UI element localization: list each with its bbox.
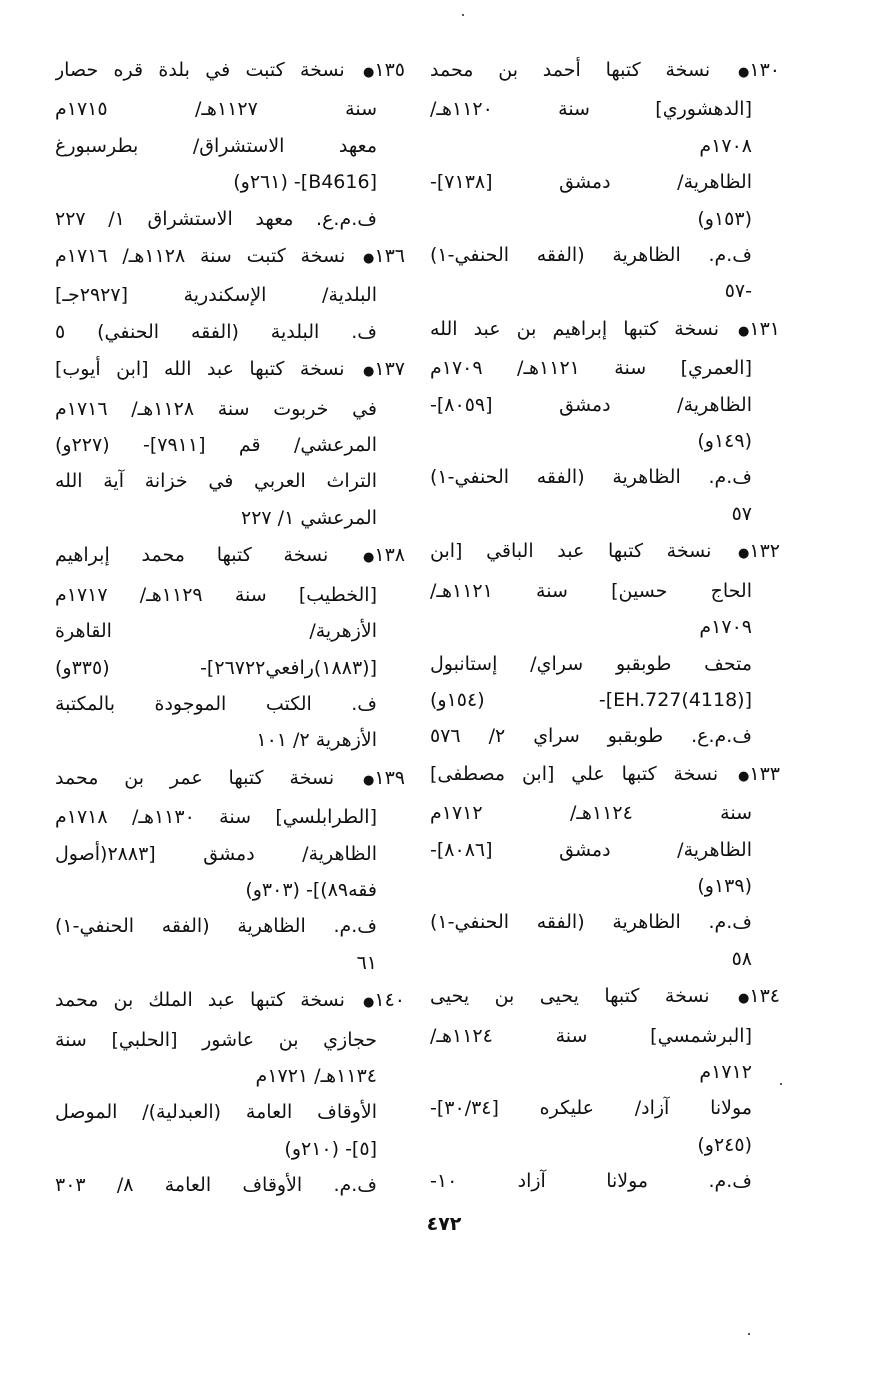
- entry-line: ف.م.ع. معهد الاستشراق ١/ ٢٢٧: [55, 207, 377, 230]
- entry-line-text: نسخة كتبها يحيى بن يحيى: [430, 985, 710, 1008]
- scan-speck: [462, 14, 464, 16]
- entry-line-text: نسخة كتبت سنة ١١٢٨هـ/ ١٧١٦م: [55, 245, 346, 268]
- entry-number: ١٤٠: [374, 989, 405, 1012]
- left-column: [55, 52, 405, 1205]
- entry-first-line: [55, 238, 405, 277]
- entry-number: ١٣٤: [749, 985, 780, 1008]
- entry-line: ف.م. الظاهرية (الفقه الحنفي-١): [430, 244, 752, 267]
- entry-number: ١٣٥: [374, 59, 405, 81]
- entry-line-text: نسخة كتبها محمد إبراهيم: [55, 544, 329, 567]
- entry-line: الحاج حسين] سنة ١١٢١هـ/: [430, 579, 752, 602]
- entry-line: [(١٨٨٣)رافعي٢٦٧٢٢]- (٣٣٥و): [55, 656, 377, 679]
- entry-number: ١٣٩: [374, 766, 405, 789]
- entry-line: في خربوت سنة ١١٢٨هـ/ ١٧١٦م: [55, 397, 377, 420]
- catalog-entry: [55, 238, 405, 350]
- entry-line: مولانا آزاد/ عليكره [٣٠/٣٤]-: [430, 1097, 752, 1120]
- entry-line: سنة ١١٢٧هـ/ ١٧١٥م: [55, 98, 377, 121]
- entry-first-line: [55, 982, 405, 1021]
- entry-line: فقه٨٩)]- (٣٠٣و): [245, 878, 377, 901]
- entry-number: ١٣٧: [374, 358, 405, 381]
- entry-line: [العمري] سنة ١١٢١هـ/ ١٧٠٩م: [430, 357, 752, 380]
- entry-number: ١٣١: [749, 317, 780, 340]
- catalog-entry: [430, 533, 780, 754]
- scan-speck: [748, 1333, 750, 1335]
- entry-line: الظاهرية/ دمشق [٨٠٨٦]-: [430, 838, 752, 861]
- entry-first-line: [55, 537, 405, 576]
- entry-line-text: نسخة كتبها إبراهيم بن عبد الله: [430, 317, 719, 340]
- entry-line: ف.م. الظاهرية (الفقه الحنفي-١): [430, 911, 752, 934]
- entry-line: ف. البلدية (الفقه الحنفي) ٥: [55, 320, 377, 343]
- entry-first-line: [430, 533, 780, 572]
- bullet-icon: ●: [363, 995, 375, 1011]
- entry-line: (١٣٩و): [697, 874, 752, 897]
- entry-line: -٥٧: [724, 280, 752, 303]
- bullet-icon: ●: [738, 546, 750, 562]
- entry-line-text: نسخة كتبها عبد الملك بن محمد: [55, 989, 345, 1012]
- bullet-icon: ●: [363, 251, 375, 267]
- entry-line: حجازي بن عاشور [الحلبي] سنة: [55, 1028, 377, 1051]
- entry-line: ١٧٠٨م: [699, 134, 752, 157]
- entry-line-text: نسخة كتبها علي [ابن مصطفى]: [430, 762, 719, 785]
- entry-line: ف.م. مولانا آزاد ١٠-: [430, 1170, 752, 1193]
- entry-number: ١٣٨: [374, 544, 405, 567]
- entry-line: [B4616]- (٢٦١و): [233, 171, 377, 194]
- entry-line: [الطرابلسي] سنة ١١٣٠هـ/ ١٧١٨م: [55, 806, 377, 829]
- entry-line: الظاهرية/ دمشق [٨٠٥٩]-: [430, 393, 752, 416]
- bullet-icon: ●: [738, 323, 750, 339]
- bullet-icon: ●: [363, 550, 375, 566]
- entry-line-text: نسخة كتبت في بلدة قره حصار: [55, 59, 345, 81]
- entry-line: ٥٨: [731, 947, 752, 970]
- page-number: ٤٧٢: [426, 1213, 462, 1235]
- bullet-icon: ●: [363, 364, 375, 380]
- catalog-entry: [430, 311, 780, 532]
- catalog-entry: [430, 978, 780, 1199]
- catalog-entry: [430, 756, 780, 977]
- entry-first-line: [430, 756, 780, 795]
- entry-line: الظاهرية/ دمشق [٢٨٨٣(أصول: [55, 842, 377, 865]
- entry-line-text: نسخة كتبها عمر بن محمد: [55, 766, 335, 789]
- catalog-entry: [55, 351, 405, 536]
- entry-line: المرعشي ١/ ٢٢٧: [241, 506, 377, 529]
- entry-line: ٥٧: [731, 502, 752, 525]
- entry-first-line: [430, 52, 780, 91]
- entry-line: ١٧٠٩م: [699, 616, 752, 639]
- entry-first-line: [430, 311, 780, 350]
- entry-line: (١٥٣و): [697, 207, 752, 230]
- entry-line: سنة ١١٢٤هـ/ ١٧١٢م: [430, 802, 752, 825]
- entry-line: متحف طوبقبو سراي/ إستانبول: [430, 652, 752, 675]
- catalog-entry: [55, 982, 405, 1203]
- entry-line: الأوقاف العامة (العبدلية)/ الموصل: [55, 1101, 377, 1124]
- entry-line: ١٧١٢م: [699, 1060, 752, 1083]
- entry-number: ١٣٠: [749, 59, 780, 81]
- entry-line: [٥]- (٢١٠و): [284, 1137, 377, 1160]
- entry-line-text: نسخة كتبها عبد الله [ابن أيوب]: [55, 358, 345, 381]
- entry-line: البلدية/ الإسكندرية [٢٩٢٧جـ]: [55, 284, 377, 307]
- entry-line: معهد الاستشراق/ بطرسبورغ: [55, 134, 377, 157]
- entry-line: ف.م. الأوقاف العامة ٨/ ٣٠٣: [55, 1174, 377, 1197]
- entry-line: [الدهشوري] سنة ١١٢٠هـ/: [430, 98, 752, 121]
- bullet-icon: ●: [738, 768, 750, 784]
- catalog-entry: [55, 537, 405, 758]
- entry-line: ف.م.ع. طوبقبو سراي ٢/ ٥٧٦: [430, 725, 752, 748]
- entry-line: ١١٣٤هـ/ ١٧٢١م: [255, 1064, 377, 1087]
- entry-line: [الخطيب] سنة ١١٢٩هـ/ ١٧١٧م: [55, 583, 378, 606]
- entry-line: ف.م. الظاهرية (الفقه الحنفي-١): [430, 466, 752, 489]
- scan-speck: [780, 1083, 782, 1085]
- entry-line: ف.م. الظاهرية (الفقه الحنفي-١): [55, 915, 377, 938]
- bullet-icon: ●: [738, 65, 750, 80]
- entry-number: ١٣٣: [749, 762, 780, 785]
- catalog-entry: [430, 52, 780, 310]
- entry-line-text: نسخة كتبها عبد الباقي [ابن: [430, 540, 712, 563]
- entry-first-line: [55, 760, 405, 799]
- entry-number: ١٣٦: [374, 245, 405, 268]
- entry-line: الأزهرية ٢/ ١٠١: [256, 729, 377, 752]
- entry-line: [(4118)EH.727]- (١٥٤و): [430, 688, 752, 711]
- entry-line: ف. الكتب الموجودة بالمكتبة: [55, 692, 377, 715]
- catalog-entry: [55, 760, 405, 981]
- entry-first-line: [55, 351, 405, 390]
- entry-line: الأزهرية/ القاهرة: [55, 620, 377, 643]
- entry-first-line: [55, 52, 405, 91]
- right-column: [430, 52, 780, 1201]
- entry-line: (٢٤٥و): [697, 1133, 752, 1156]
- entry-line-text: نسخة كتبها أحمد بن محمد: [430, 59, 711, 81]
- entry-line: الظاهرية/ دمشق [٧١٣٨]-: [430, 171, 752, 194]
- catalog-entry: [55, 52, 405, 237]
- entry-first-line: [430, 978, 780, 1017]
- bullet-icon: ●: [363, 65, 375, 80]
- entry-line: [البرشمسي] سنة ١١٢٤هـ/: [430, 1024, 752, 1047]
- entry-line: المرعشي/ قم [٧٩١١]- (٢٢٧و): [55, 434, 377, 457]
- entry-number: ١٣٢: [749, 540, 780, 563]
- bullet-icon: ●: [738, 991, 750, 1007]
- bullet-icon: ●: [363, 772, 375, 788]
- entry-line: ٦١: [356, 951, 377, 974]
- entry-line: التراث العربي في خزانة آية الله: [55, 470, 377, 493]
- entry-line: (١٤٩و): [697, 430, 752, 453]
